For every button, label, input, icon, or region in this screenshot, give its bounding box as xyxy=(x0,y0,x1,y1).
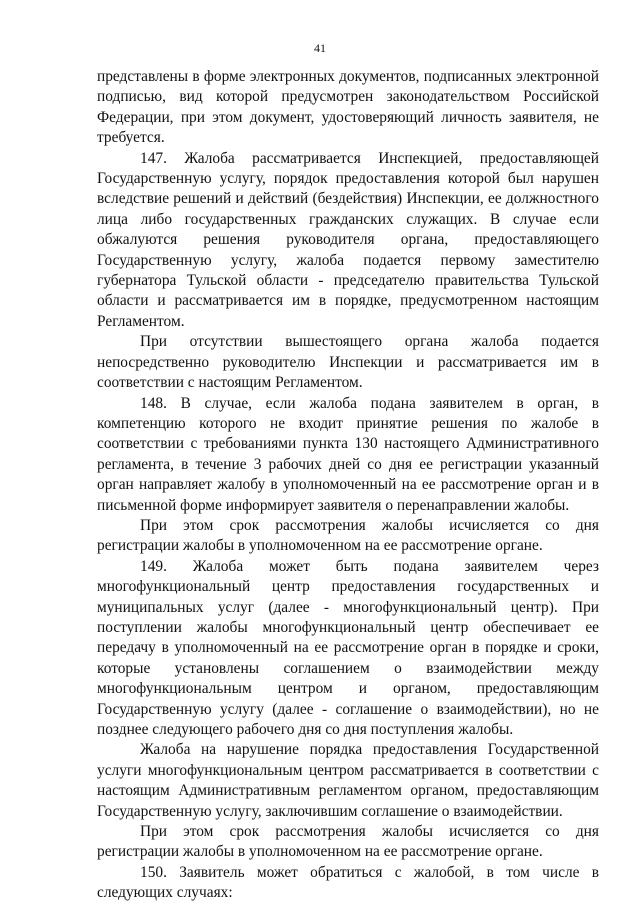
document-body xyxy=(97,67,599,904)
paragraph-147: 147. Жалоба рассматривается Инспекцией, предоставляющей Государственную услугу, порядок предоставления которой был нарушен вследствие решений и действий (бездействия) Инспекции, ее должностного лица либо государственных гражданских служащих. В случае если обжалуются решения руководителя органа, предоставляющего Государственную услугу, жалоба подается первому заместителю губернатора Тульской области - председателю правительства Тульской области и рассматривается им в порядке, предусмотренном настоящим Регламентом. xyxy=(97,149,599,330)
paragraph-continuation: представлены в форме электронных документов, подписанных электронной подписью, вид которой предусмотрен законодательством Российской Федерации, при этом документ, удостоверяющий личность заявителя, не требуется. xyxy=(97,68,599,147)
paragraph-148-term: При этом срок рассмотрения жалобы исчисляется со дня регистрации жалобы в уполномоченном на ее рассмотрение органе. xyxy=(97,516,599,555)
paragraph-149-mfc-complaint: Жалоба на нарушение порядка предоставления Государственной услуги многофункциональным центром рассматривается в соответствии с настоящим Административным регламентом органом, предоставляющим Государственную услугу, заключившим соглашение о взаимодействии. xyxy=(97,741,599,820)
paragraph-149: 149. Жалоба может быть подана заявителем через многофункциональный центр предоставления государственных и муниципальных услуг (далее - многофункциональный центр). При поступлении жалобы многофункциональный центр обеспечивает ее передачу в уполномоченный на ее рассмотрение орган в порядке и сроки, которые установлены соглашением о взаимодействии между многофункциональным центром и органом, предоставляющим Государственную услугу (далее - соглашение о взаимодействии), но не позднее следующего рабочего дня со дня поступления жалобы. xyxy=(97,557,599,738)
paragraph-147-no-superior: При отсутствии вышестоящего органа жалоба подается непосредственно руководителю Инспекции и рассматривается им в соответствии с настоящим Регламентом. xyxy=(97,333,599,392)
paragraph-150: 150. Заявитель может обратиться с жалобой, в том числе в следующих случаях: xyxy=(97,863,599,902)
page-number: 41 xyxy=(314,41,326,55)
paragraph-148: 148. В случае, если жалоба подана заявителем в орган, в компетенцию которого не входит принятие решения по жалобе в соответствии с требованиями пункта 130 настоящего Административного регламента, в течение 3 рабочих дней со дня ее регистрации указанный орган направляет жалобу в уполномоченный на ее рассмотрение орган и в письменной форме информирует заявителя о перенаправлении жалобы. xyxy=(97,394,599,514)
paragraph-149-term: При этом срок рассмотрения жалобы исчисляется со дня регистрации жалобы в уполномоченном на ее рассмотрение органе. xyxy=(97,823,599,861)
